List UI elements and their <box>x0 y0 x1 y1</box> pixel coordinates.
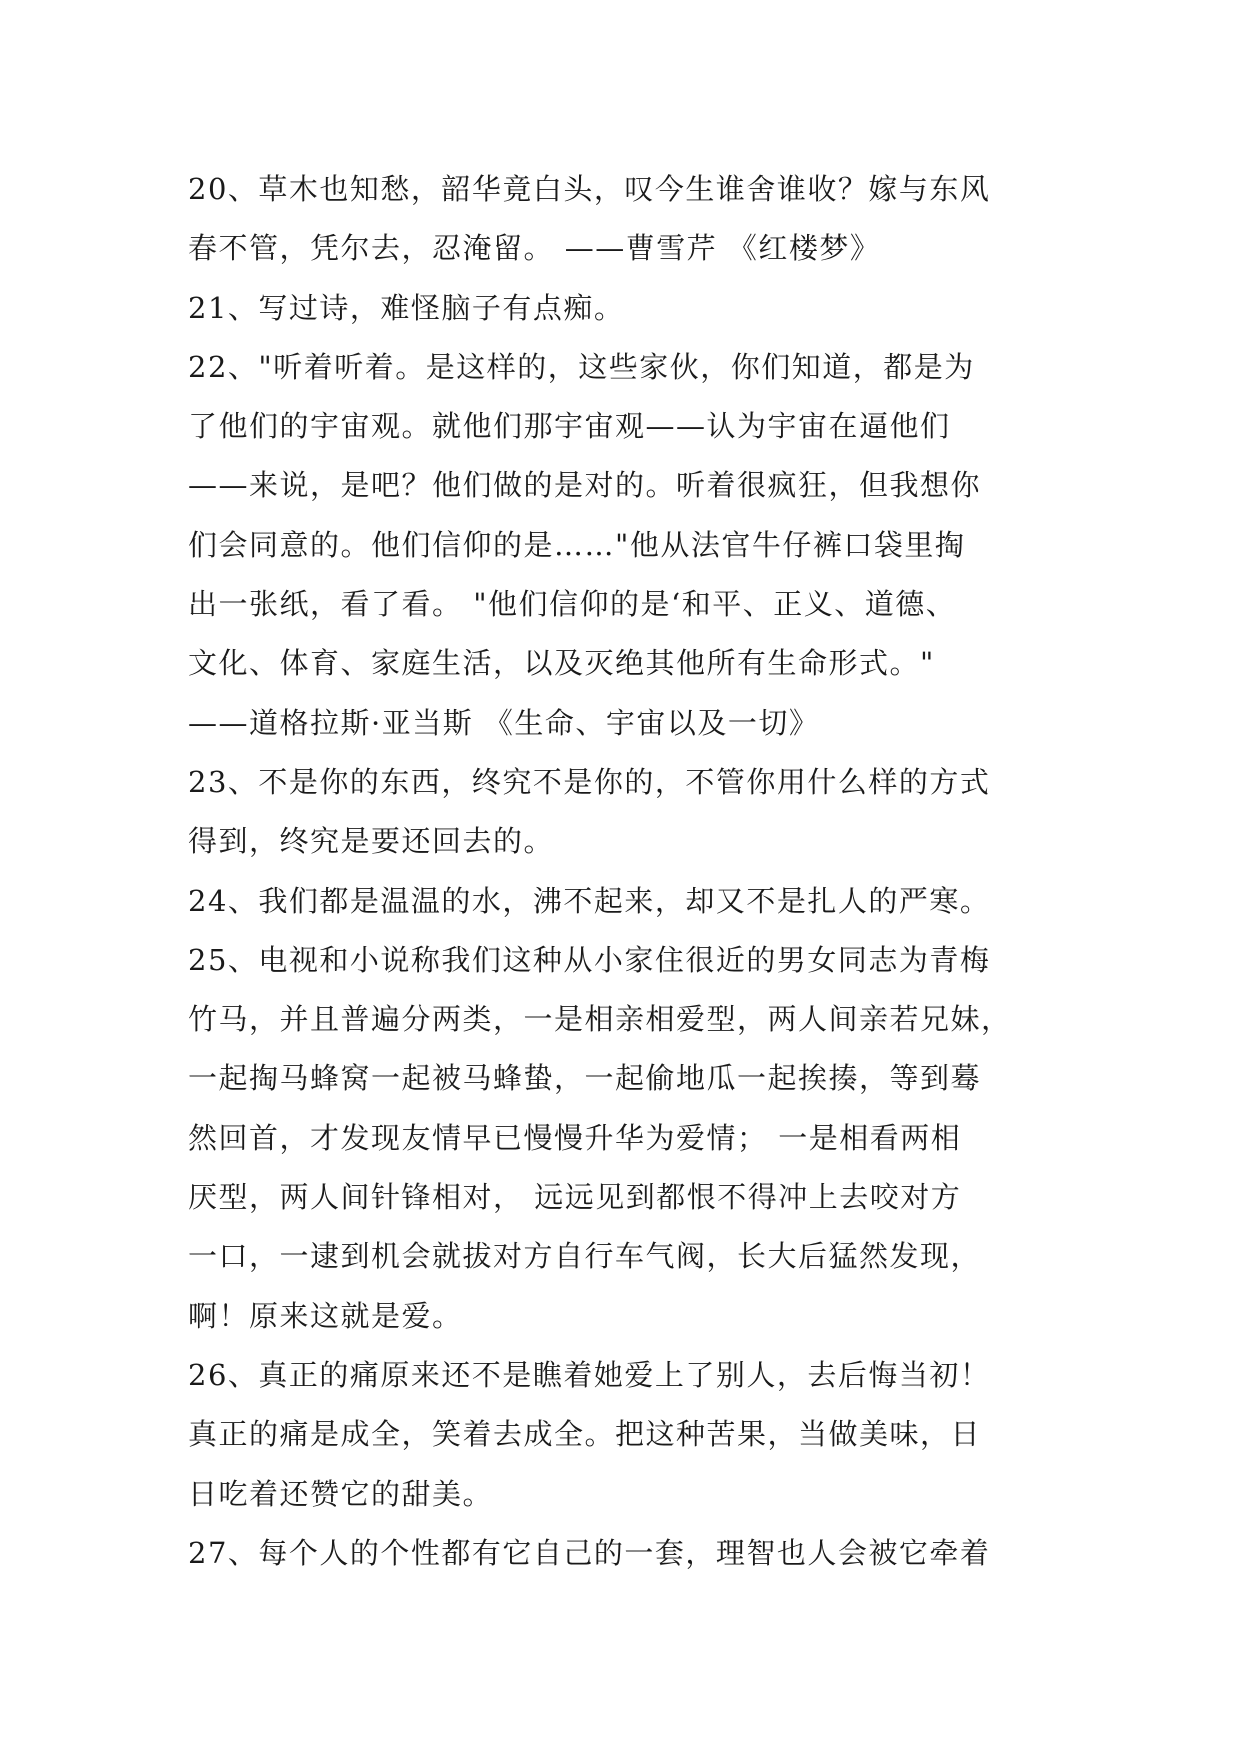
text-line: 然回首，才发现友情早已慢慢升华为爱情； 一是相看两相 <box>188 1120 962 1155</box>
text-line: 日吃着还赞它的甜美。 <box>188 1476 494 1511</box>
text-line: 20、草木也知愁，韶华竟白头，叹今生谁舍谁收？嫁与东风 <box>188 172 991 206</box>
text-line: 啊！原来这就是爱。 <box>188 1298 463 1333</box>
quote-paragraph <box>188 160 1068 279</box>
quote-paragraph <box>188 1346 1068 1524</box>
text-line: ——来说，是吧？他们做的是对的。听着很疯狂，但我想你 <box>188 468 982 503</box>
text-line: 得到，终究是要还回去的。 <box>188 824 555 859</box>
quote-paragraph <box>188 338 1068 753</box>
text-line: 厌型，两人间针锋相对， 远远见到都恨不得冲上去咬对方 <box>188 1180 962 1215</box>
text-line: 春不管，凭尔去，忍淹留。 ——曹雪芹 《红楼梦》 <box>188 231 881 266</box>
text-line: 一起掏马蜂窝一起被马蜂蛰，一起偷地瓜一起挨揍，等到蓦 <box>188 1061 982 1096</box>
quote-paragraph <box>188 279 1068 338</box>
text-line: 21、写过诗，难怪脑子有点痴。 <box>188 290 625 325</box>
text-line: 27、每个人的个性都有它自己的一套，理智也人会被它牵着 <box>188 1535 991 1570</box>
text-line: 真正的痛是成全，笑着去成全。把这种苦果，当做美味，日 <box>188 1417 982 1452</box>
document-body <box>188 160 1068 1583</box>
quote-paragraph <box>188 931 1068 1346</box>
text-line: 们会同意的。他们信仰的是……"他从法官牛仔裤口袋里掏 <box>188 527 966 562</box>
text-line: 文化、体育、家庭生活，以及灭绝其他所有生命形式。" <box>188 646 935 681</box>
text-line: 出一张纸，看了看。 "他们信仰的是‘和平、正义、道德、 <box>188 587 957 622</box>
quote-paragraph <box>188 753 1068 872</box>
text-line: 22、"听着听着。是这样的，这些家伙，你们知道，都是为 <box>188 349 975 384</box>
text-line: 了他们的宇宙观。就他们那宇宙观——认为宇宙在逼他们 <box>188 409 951 444</box>
text-line: 24、我们都是温温的水，沸不起来，却又不是扎人的严寒。 <box>188 883 991 918</box>
text-line: 25、电视和小说称我们这种从小家住很近的男女同志为青梅 <box>188 942 991 977</box>
text-line: ——道格拉斯·亚当斯 《生命、宇宙以及一切》 <box>188 705 820 740</box>
text-line: 竹马，并且普遍分两类，一是相亲相爱型，两人间亲若兄妹， <box>188 1002 1012 1037</box>
text-line: 23、不是你的东西，终究不是你的，不管你用什么样的方式 <box>188 764 991 799</box>
quote-paragraph <box>188 1524 1068 1583</box>
text-line: 26、真正的痛原来还不是瞧着她爱上了别人，去后悔当初！ <box>188 1357 991 1392</box>
text-line: 一口，一逮到机会就拔对方自行车气阀，长大后猛然发现， <box>188 1239 982 1274</box>
quote-paragraph <box>188 872 1068 931</box>
